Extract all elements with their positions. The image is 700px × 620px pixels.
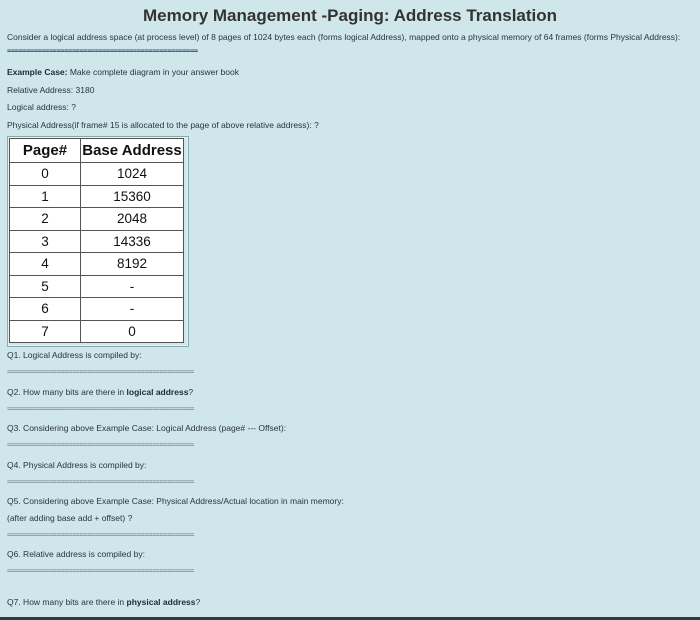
page-cell: 1: [10, 185, 81, 208]
question-7-emphasis: physical address: [126, 597, 196, 607]
divider: =================================================: [7, 531, 194, 539]
base-address-cell: -: [81, 298, 184, 321]
table-row: [10, 230, 184, 253]
page-cell: 3: [10, 230, 81, 253]
question-3: Q3. Considering above Example Case: Logical Address (page# --- Offset):: [7, 423, 287, 433]
base-address-cell: 0: [81, 320, 184, 343]
table-row: [10, 185, 184, 208]
page-cell: 2: [10, 208, 81, 231]
physical-address-text: Physical Address(if frame# 15 is allocated to the page of above relative address): ?: [7, 120, 319, 130]
logical-address-text: Logical address: ?: [7, 102, 76, 112]
question-2-end: ?: [188, 387, 194, 397]
divider: ==================================================: [7, 47, 198, 55]
base-address-cell: -: [81, 275, 184, 298]
base-address-cell: 8192: [81, 253, 184, 276]
table-header-row: [10, 139, 184, 163]
column-header-base-address: Base Address: [81, 139, 184, 163]
question-7-text: Q7. How many bits are there in: [7, 597, 127, 607]
table-row: [10, 163, 184, 186]
example-case-label: Example Case:: [7, 67, 68, 77]
question-6: Q6. Relative address is compiled by:: [7, 549, 145, 559]
page-cell: 0: [10, 163, 81, 186]
base-address-cell: 1024: [81, 163, 184, 186]
page-table: [9, 138, 184, 343]
question-7-end: ?: [195, 597, 201, 607]
divider: =================================================: [7, 405, 194, 413]
page-cell: 5: [10, 275, 81, 298]
table-row: [10, 208, 184, 231]
table-row: [10, 275, 184, 298]
page-cell: 6: [10, 298, 81, 321]
page-title: Memory Management -Paging: Address Translation: [142, 6, 558, 25]
divider: =================================================: [7, 478, 194, 486]
question-7: [7, 597, 200, 607]
table-row: [10, 298, 184, 321]
intro-text: Consider a logical address space (at process level) of 8 pages of 1024 bytes each (forms logical Address), mapped onto a physical memory of 64 frames (forms Physical Address):: [7, 32, 681, 42]
table-row: [10, 253, 184, 276]
base-address-cell: 15360: [81, 185, 184, 208]
question-5-continued: (after adding base add + offset) ?: [7, 513, 133, 523]
column-header-page: Page#: [10, 139, 81, 163]
base-address-cell: 14336: [81, 230, 184, 253]
relative-address-text: Relative Address: 3180: [7, 85, 95, 95]
question-5: Q5. Considering above Example Case: Physical Address/Actual location in main memory:: [7, 496, 344, 506]
page-cell: 7: [10, 320, 81, 343]
question-1: Q1. Logical Address is compiled by:: [7, 350, 142, 360]
example-case-text: Make complete diagram in your answer book: [67, 67, 239, 77]
page-cell: 4: [10, 253, 81, 276]
example-case-line: [7, 67, 239, 77]
divider: =================================================: [7, 567, 194, 575]
question-2-emphasis: logical address: [126, 387, 189, 397]
divider: =================================================: [7, 441, 194, 449]
question-2: [7, 387, 193, 397]
table-row: [10, 320, 184, 343]
divider: =================================================: [7, 368, 194, 376]
base-address-cell: 2048: [81, 208, 184, 231]
question-4: Q4. Physical Address is compiled by:: [7, 460, 147, 470]
question-2-text: Q2. How many bits are there in: [7, 387, 127, 397]
